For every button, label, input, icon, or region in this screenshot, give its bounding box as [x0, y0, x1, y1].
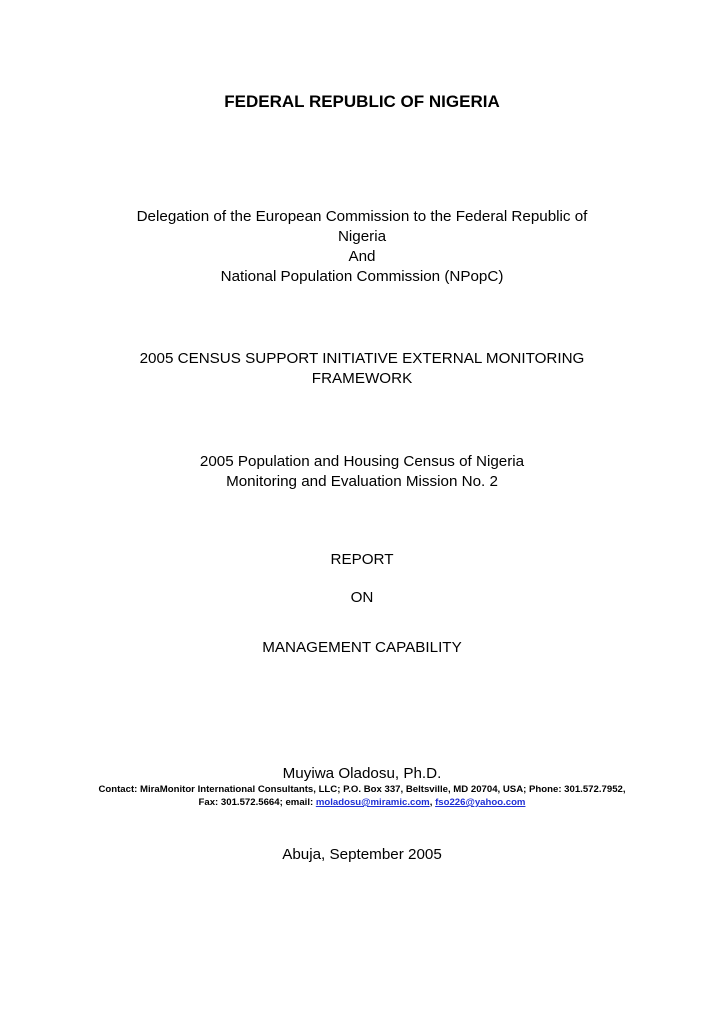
document-title: FEDERAL REPUBLIC OF NIGERIA: [224, 92, 500, 111]
delegation-line-1: Delegation of the European Commission to the Federal Republic of: [136, 208, 588, 225]
contact-line-2: [0, 797, 724, 808]
email-link-yahoo[interactable]: fso226@yahoo.com: [435, 797, 526, 808]
mission-line-2: Monitoring and Evaluation Mission No. 2: [226, 473, 498, 490]
framework-line-2: FRAMEWORK: [311, 370, 413, 387]
report-line-1: REPORT: [330, 551, 394, 568]
framework-line-1: 2005 CENSUS SUPPORT INITIATIVE EXTERNAL MONITORING: [139, 350, 585, 367]
email-separator: ,: [429, 797, 436, 808]
mission-line-1: 2005 Population and Housing Census of Nigeria: [199, 453, 525, 470]
place-date: Abuja, September 2005: [282, 846, 442, 863]
report-line-2: ON: [350, 589, 374, 606]
contact-line-1: Contact: MiraMonitor International Consultants, LLC; P.O. Box 337, Beltsville, MD 20704, USA; Phone: 301.572.7952,: [98, 784, 626, 795]
delegation-line-4: National Population Commission (NPopC): [220, 268, 504, 285]
delegation-line-2: Nigeria: [337, 228, 387, 245]
email-link-miramic[interactable]: moladosu@miramic.com: [315, 797, 430, 808]
delegation-line-3: And: [348, 248, 376, 265]
author-name: Muyiwa Oladosu, Ph.D.: [282, 765, 442, 782]
report-line-3: MANAGEMENT CAPABILITY: [262, 639, 462, 656]
contact-fax-email-label: Fax: 301.572.5664; email:: [198, 797, 316, 808]
